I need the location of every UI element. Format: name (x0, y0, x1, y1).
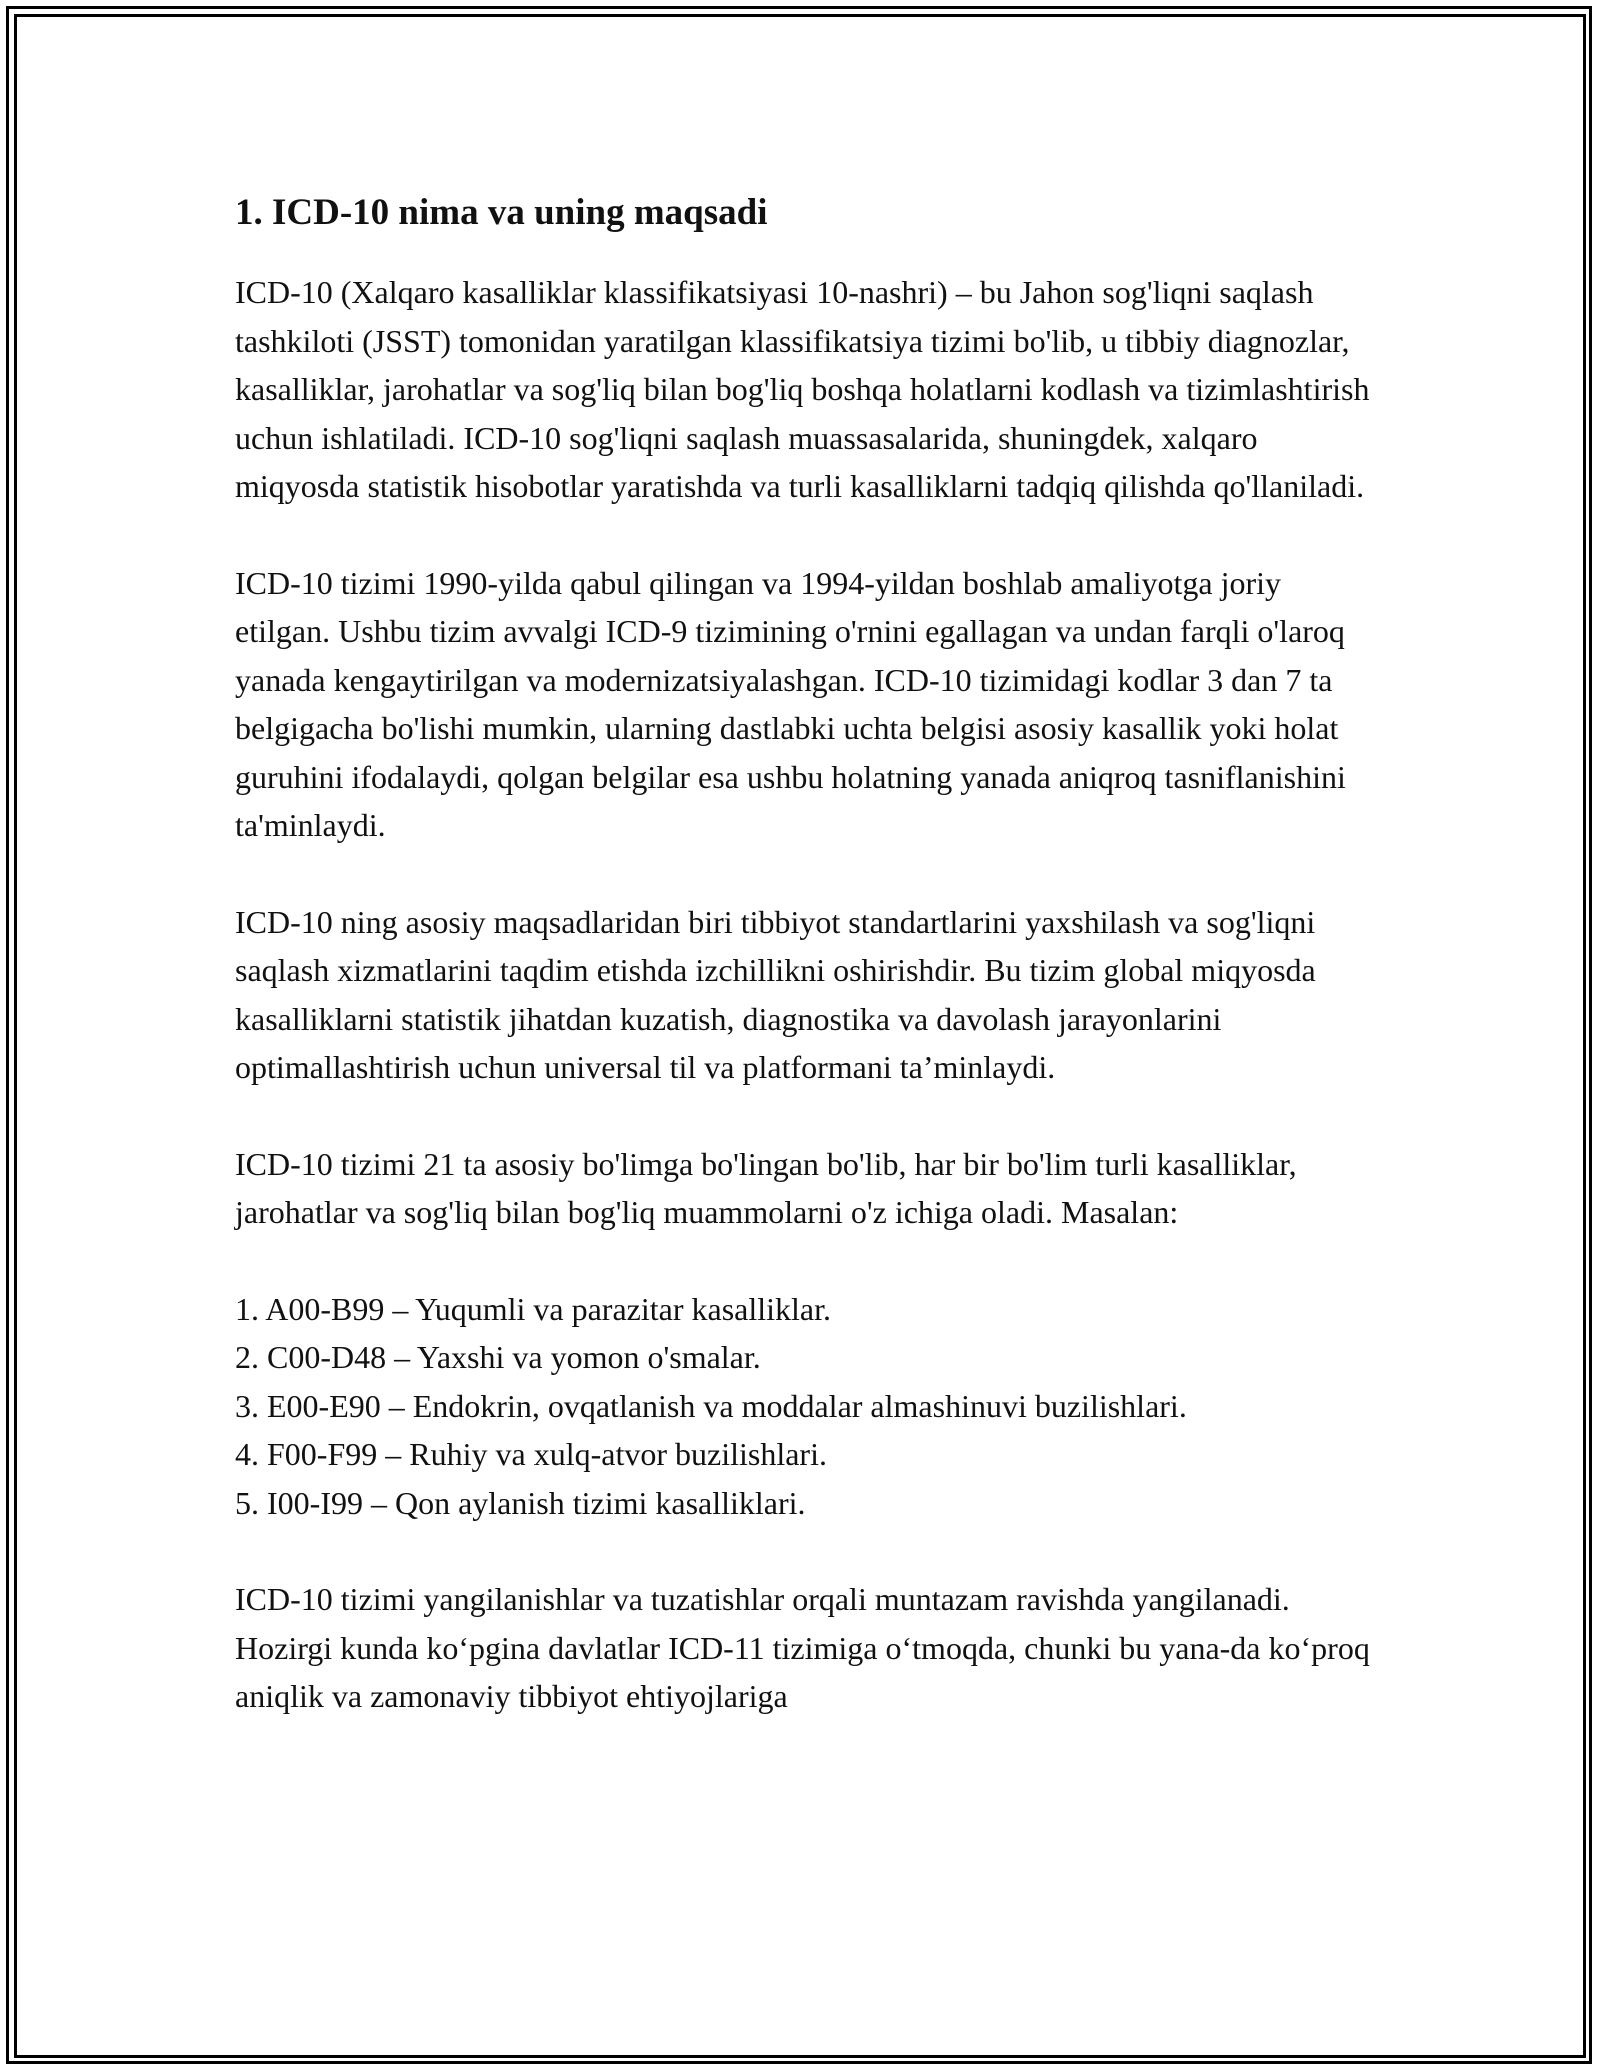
paragraph-history: ICD-10 tizimi 1990-yilda qabul qilingan va 1994-yildan boshlab amaliyotga joriy etilgan. Ushbu tizim avvalgi ICD-9 tizimining o'rnini egallagan va undan farqli o'laroq yanada kengaytirilgan va modernizatsiyalashgan. ICD-10 tizimidagi kodlar 3 dan 7 ta belgigacha bo'lishi mumkin, ularning dastlabki uchta belgisi asosiy kasallik yoki holat guruhini ifodalaydi, qolgan belgilar esa ushbu holatning yanada aniqroq tasniflanishini ta'minlaydi. (235, 564, 1346, 843)
list-item: 1. A00-B99 – Yuqumli va parazitar kasalliklar. (235, 1290, 832, 1327)
paragraph-definition: ICD-10 (Xalqaro kasalliklar klassifikatsiyasi 10-nashri) – bu Jahon sog'liqni saqlash tashkiloti (JSST) tomonidan yaratilgan klassifikatsiya tizimi bo'lib, u tibbiy diagnozlar, kasalliklar, jarohatlar va sog'liq bilan bog'liq boshqa holatlarni kodlash va tizimlashtirish uchun ishlatiladi. ICD-10 sog'liqni saqlash muassasalarida, shuningdek, xalqaro miqyosda statistik hisobotlar yaratishda va turli kasalliklarni tadqiq qilishda qo'llaniladi. (235, 274, 1370, 504)
section-title: 1. ICD-10 nima va uning maqsadi (235, 192, 768, 233)
list-item: 2. C00-D48 – Yaxshi va yomon o'smalar. (235, 1339, 761, 1375)
list-item: 3. E00-E90 – Endokrin, ovqatlanish va moddalar almashinuvi buzilishlari. (235, 1387, 1187, 1424)
list-item: 5. I00-I99 – Qon aylanish tizimi kasalliklari. (235, 1484, 806, 1521)
code-range-list (235, 1285, 1375, 1528)
list-item: 4. F00-F99 – Ruhiy va xulq-atvor buzilishlari. (235, 1436, 827, 1472)
document-body (235, 184, 1375, 1769)
paragraph-updates: ICD-10 tizimi yangilanishlar va tuzatishlar orqali muntazam ravishda yangilanadi. Hozirgi kunda koʻpgina davlatlar ICD-11 tizimiga oʻtmoqda, chunki bu yana-da koʻproq aniqlik va zamonaviy tibbiyot ehtiyojlariga (235, 1581, 1370, 1714)
paragraph-structure: ICD-10 tizimi 21 ta asosiy bo'limga bo'lingan bo'lib, har bir bo'lim turli kasalliklar, jarohatlar va sog'liq bilan bog'liq muammolarni o'z ichiga oladi. Masalan: (235, 1145, 1297, 1230)
paragraph-purpose: ICD-10 ning asosiy maqsadlaridan biri tibbiyot standartlarini yaxshilash va sog'liqni saqlash xizmatlarini taqdim etishda izchillikni oshirishdir. Bu tizim global miqyosda kasalliklarni statistik jihatdan kuzatish, diagnostika va davolash jarayonlarini optimallashtirish uchun universal til va platformani ta’minlaydi. (235, 903, 1316, 1085)
